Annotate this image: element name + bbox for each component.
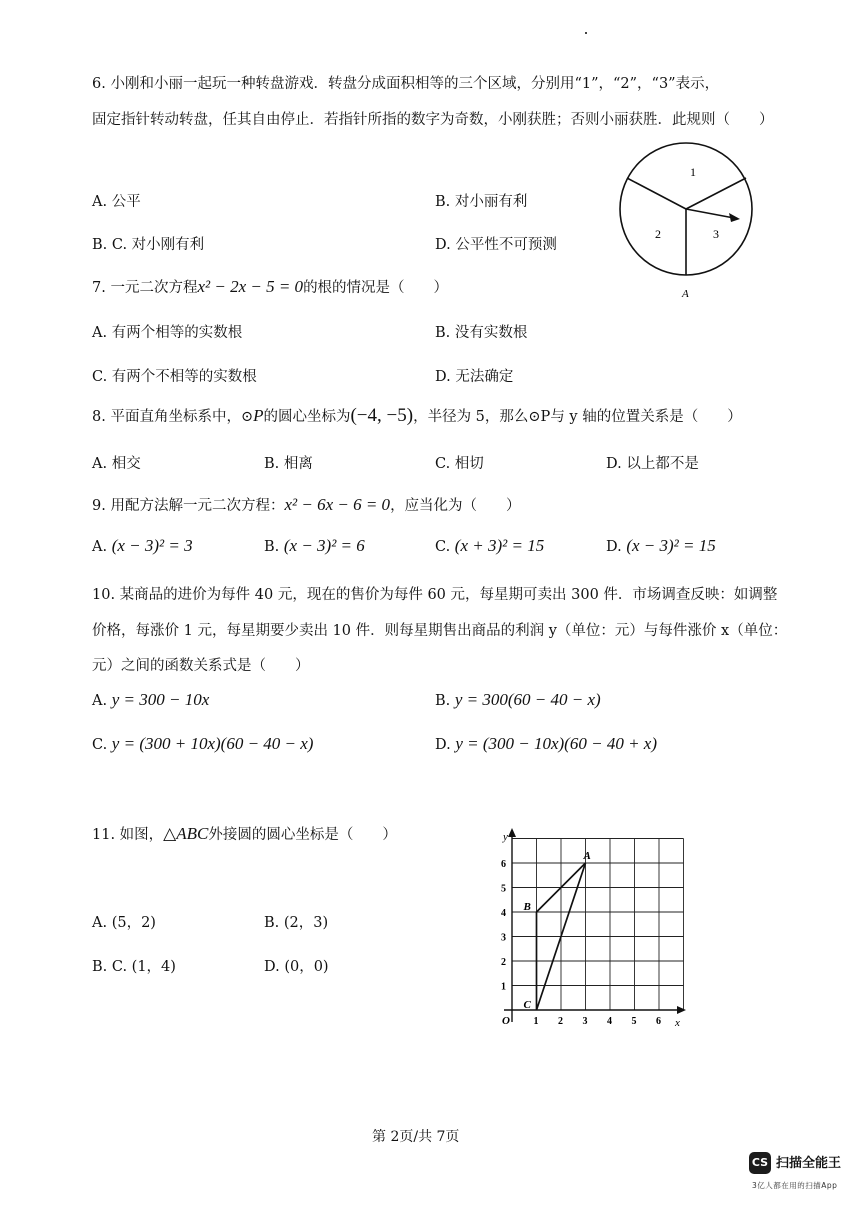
q11-stem — [92, 823, 397, 844]
x-tick-label: 1 — [533, 1016, 539, 1027]
q11-stem-prefix: 11. 如图， — [92, 827, 164, 843]
q8-stem — [92, 405, 742, 427]
q8-center: (−4, −5) — [350, 405, 414, 426]
spinner-figure — [610, 140, 770, 305]
q9-option-c-letter: C. — [435, 539, 451, 555]
q9-option-d[interactable] — [606, 536, 716, 556]
q7-option-a[interactable]: A. 有两个相等的实数根 — [92, 325, 243, 341]
q10-stem-line1: 10. 某商品的进价为每件 40 元，现在的售价为每件 60 元，每星期可卖出 300 件．市场调查反映：如调整 — [92, 587, 778, 603]
q9-option-c-expr: (x + 3)² = 15 — [454, 536, 545, 555]
coordinate-grid-figure — [490, 826, 700, 1036]
point-label-a: A — [583, 850, 591, 862]
q10-option-a-letter: A. — [92, 693, 108, 709]
q6-stem-line2: 固定指针转动转盘，任其自由停止．若指针所指的数字为奇数，小刚获胜；否则小丽获胜．此规则（ ） — [92, 112, 774, 128]
x-tick-label: 5 — [631, 1016, 637, 1027]
x-axis-arrowhead — [677, 1006, 686, 1014]
point-label-b: B — [523, 901, 531, 913]
spinner-region-2: 2 — [655, 227, 661, 241]
q7-equation: x² − 2x − 5 = 0 — [197, 277, 304, 296]
q11-option-c[interactable]: B. C. (1，4) — [92, 959, 176, 975]
q6-option-b[interactable]: B. 对小丽有利 — [435, 194, 528, 210]
y-tick-label: 2 — [501, 957, 506, 968]
x-tick-label: 3 — [582, 1016, 588, 1027]
q6-option-a[interactable]: A. 公平 — [92, 194, 141, 210]
q10-option-d-expr: y = (300 − 10x)(60 − 40 + x) — [455, 734, 657, 753]
q11-stem-suffix: 外接圆的圆心坐标是（ ） — [208, 827, 397, 843]
y-axis-arrowhead — [508, 828, 516, 837]
q10-option-d-letter: D. — [435, 737, 451, 753]
y-tick-label: 4 — [501, 908, 506, 919]
q8-stem-mid: 的圆心坐标为 — [263, 409, 351, 425]
spinner-divider-left — [627, 178, 686, 209]
origin-label: O — [502, 1015, 510, 1027]
q8-option-d[interactable]: D. 以上都不是 — [606, 456, 699, 472]
q8-circle-name: P — [253, 406, 264, 425]
q9-option-c[interactable] — [435, 536, 544, 556]
q9-option-b-letter: B. — [264, 539, 280, 555]
scanner-tagline: 3亿人都在用的扫描App — [752, 1181, 838, 1190]
q10-option-a-expr: y = 300 − 10x — [111, 690, 210, 709]
y-tick-label: 3 — [501, 932, 506, 944]
q9-option-a[interactable] — [92, 536, 193, 556]
q10-stem-line3: 元）之间的函数关系式是（ ） — [92, 658, 310, 674]
q9-option-b-expr: (x − 3)² = 6 — [283, 536, 365, 555]
speck — [585, 32, 587, 34]
q9-option-b[interactable] — [264, 536, 365, 556]
spinner-pointer — [686, 209, 734, 218]
x-tick-label: 6 — [656, 1016, 661, 1027]
q10-option-d[interactable] — [435, 734, 657, 754]
q9-option-a-letter: A. — [92, 539, 108, 555]
q9-stem-prefix: 9. 用配方法解一元二次方程： — [92, 498, 285, 514]
point-labels — [523, 850, 591, 1011]
q10-option-a[interactable] — [92, 690, 209, 710]
y-tick-label: 5 — [501, 883, 506, 895]
q10-option-c-letter: C. — [92, 737, 108, 753]
q8-stem-prefix: 8. 平面直角坐标系中，⊙ — [92, 409, 254, 425]
x-tick-label: 4 — [607, 1016, 612, 1027]
spinner-divider-right — [686, 178, 746, 209]
q7-stem-prefix: 7. 一元二次方程 — [92, 280, 198, 296]
q6-option-d[interactable]: D. 公平性不可预测 — [435, 237, 557, 253]
point-label-c: C — [523, 999, 531, 1011]
page-number: 第 2页/共 7页 — [372, 1129, 460, 1145]
grid-lines — [512, 839, 684, 1011]
scanner-brand-name: 扫描全能王 — [776, 1156, 842, 1171]
q7-option-c[interactable]: C. 有两个不相等的实数根 — [92, 369, 257, 385]
y-axis-label: y — [503, 831, 508, 843]
q8-option-b[interactable]: B. 相离 — [264, 456, 313, 472]
y-tick-label: 1 — [501, 981, 506, 993]
q11-option-a[interactable]: A. (5，2) — [92, 915, 156, 931]
spinner-region-3: 3 — [713, 227, 719, 241]
spinner-point-a: A — [682, 288, 689, 300]
q8-stem-suffix: ，半径为 5，那么⊙P与 y 轴的位置关系是（ ） — [413, 409, 742, 425]
q9-option-d-letter: D. — [606, 539, 622, 555]
q8-option-c[interactable]: C. 相切 — [435, 456, 484, 472]
q9-stem-suffix: ，应当化为（ ） — [390, 498, 521, 514]
x-tick-label: 2 — [558, 1016, 563, 1027]
q7-stem — [92, 276, 448, 297]
q10-option-c-expr: y = (300 + 10x)(60 − 40 − x) — [111, 734, 314, 753]
q7-option-d[interactable]: D. 无法确定 — [435, 369, 514, 385]
spinner-region-1: 1 — [690, 165, 696, 179]
q9-option-a-expr: (x − 3)² = 3 — [111, 536, 193, 555]
spinner-pointer-arrowhead — [729, 213, 740, 222]
q9-option-d-expr: (x − 3)² = 15 — [626, 536, 716, 555]
q10-option-b-letter: B. — [435, 693, 451, 709]
q10-option-b-expr: y = 300(60 − 40 − x) — [454, 690, 601, 709]
q10-option-c[interactable] — [92, 734, 313, 754]
q8-option-a[interactable]: A. 相交 — [92, 456, 141, 472]
q11-option-d[interactable]: D. (0，0) — [264, 959, 329, 975]
q6-stem-line1: 6. 小刚和小丽一起玩一种转盘游戏．转盘分成面积相等的三个区域，分别用“1”，“2”，“3”表示， — [92, 76, 720, 92]
q6-option-c[interactable]: B. C. 对小刚有利 — [92, 237, 205, 253]
q11-triangle: △ABC — [163, 824, 209, 843]
q10-option-b[interactable] — [435, 690, 601, 710]
scanner-logo: CS — [749, 1152, 771, 1174]
q10-stem-line2: 价格，每涨价 1 元，每星期要少卖出 10 件．则每星期售出商品的利润 y（单位：元）与每件涨价 x（单位： — [92, 623, 788, 639]
q11-option-b[interactable]: B. (2，3) — [264, 915, 329, 931]
q9-stem — [92, 494, 521, 515]
q9-equation: x² − 6x − 6 = 0 — [284, 495, 391, 514]
y-tick-label: 6 — [501, 859, 506, 870]
q7-stem-suffix: 的根的情况是（ ） — [303, 280, 449, 296]
q7-option-b[interactable]: B. 没有实数根 — [435, 325, 528, 341]
x-axis-label: x — [675, 1017, 680, 1029]
